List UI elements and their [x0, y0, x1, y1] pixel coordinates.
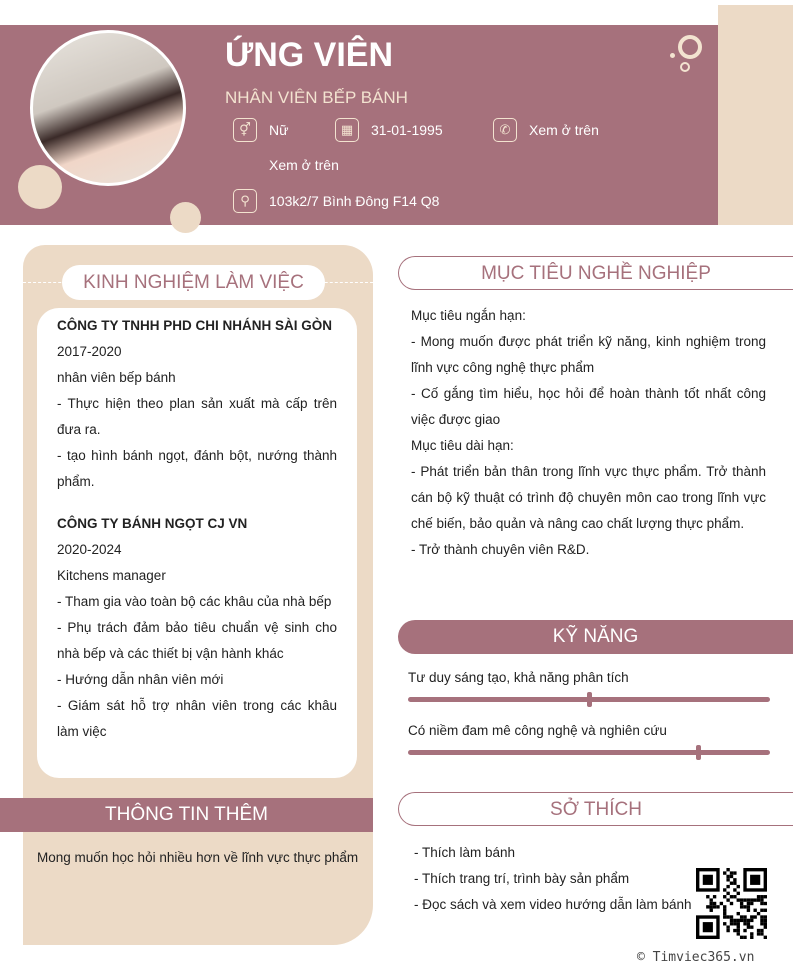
gender-icon: ⚥	[233, 118, 257, 142]
skill-bar	[408, 697, 770, 702]
job-position: nhân viên bếp bánh	[57, 370, 176, 385]
job-period: 2020-2024	[57, 542, 122, 557]
calendar-icon: ▦	[335, 118, 359, 142]
decor-ring-icon	[680, 62, 690, 72]
objective-text	[411, 303, 766, 563]
gender-info	[233, 118, 288, 142]
skill-item	[408, 723, 770, 755]
objective-heading: MỤC TIÊU NGHỀ NGHIỆP	[398, 256, 793, 290]
job-detail: - Giám sát hỗ trợ nhân viên trong các khâu làm việc	[57, 698, 337, 739]
experience-heading: KINH NGHIỆM LÀM VIỆC	[62, 265, 325, 300]
skill-bar	[408, 750, 770, 755]
avatar	[30, 30, 186, 186]
skill-level-marker	[696, 745, 701, 760]
gender-value: Nữ	[269, 122, 289, 138]
hobbies-heading: SỞ THÍCH	[398, 792, 793, 826]
job-title: NHÂN VIÊN BẾP BÁNH	[225, 88, 408, 107]
skill-name: Có niềm đam mê công nghệ và nghiên cứu	[408, 723, 667, 738]
objective-line: Mục tiêu ngắn hạn:	[411, 308, 526, 323]
job-position: Kitchens manager	[57, 568, 166, 583]
qr-code-icon	[696, 868, 767, 939]
candidate-name: ỨNG VIÊN	[225, 36, 394, 74]
email-value: Xem ở trên	[269, 157, 339, 173]
hobby-item: - Thích trang trí, trình bày sản phẩm	[414, 871, 630, 886]
email-info	[269, 157, 339, 173]
phone-info	[493, 118, 599, 142]
objective-line: - Mong muốn được phát triển kỹ năng, kinh nghiệm trong lĩnh vực công nghệ thực phẩm	[411, 334, 766, 375]
objective-line: - Cố gắng tìm hiểu, học hỏi để hoàn thành tốt nhất công việc được giao	[411, 386, 766, 427]
job-detail: - tạo hình bánh ngọt, đánh bột, nướng thành phẩm.	[57, 448, 337, 489]
birthday-info	[335, 118, 443, 142]
job-detail: - Tham gia vào toàn bộ các khâu của nhà bếp	[57, 594, 332, 609]
objective-line: Mục tiêu dài hạn:	[411, 438, 514, 453]
skill-level-marker	[587, 692, 592, 707]
copyright: © Timviec365.vn	[637, 950, 755, 965]
job-detail: - Hướng dẫn nhân viên mới	[57, 672, 224, 687]
header-strip	[718, 5, 793, 225]
objective-line: - Phát triển bản thân trong lĩnh vực thực phẩm. Trở thành cán bộ kỹ thuật có trình độ chuyên môn cao trong lĩnh vực chế biến, bảo quản và nâng cao chất lượng thực phẩm.	[411, 464, 766, 531]
objective-line: - Trở thành chuyên viên R&D.	[411, 542, 590, 557]
decor-dot-icon	[670, 53, 675, 58]
extra-info-text: Mong muốn học hỏi nhiều hơn về lĩnh vực thực phẩm	[37, 850, 359, 865]
decor-ring-icon	[678, 35, 702, 59]
company-name: CÔNG TY BÁNH NGỌT CJ VN	[57, 516, 248, 531]
skills-heading: KỸ NĂNG	[398, 620, 793, 654]
extra-info-heading: THÔNG TIN THÊM	[0, 798, 373, 832]
hobby-item: - Đọc sách và xem video hướng dẫn làm bánh	[414, 897, 692, 912]
skill-name: Tư duy sáng tạo, khả năng phân tích	[408, 670, 629, 685]
job-detail: - Phụ trách đảm bảo tiêu chuẩn vệ sinh cho nhà bếp và các thiết bị vận hành khác	[57, 620, 337, 661]
company-name: CÔNG TY TNHH PHD CHI NHÁNH SÀI GÒN	[57, 318, 333, 333]
experience-card	[37, 308, 357, 778]
phone-icon: ✆	[493, 118, 517, 142]
decor-circle	[170, 202, 201, 233]
birthday-value: 31-01-1995	[371, 122, 443, 138]
job-period: 2017-2020	[57, 344, 122, 359]
phone-value: Xem ở trên	[529, 122, 599, 138]
address-value: 103k2/7 Bình Đông F14 Q8	[269, 193, 440, 209]
job-detail: - Thực hiện theo plan sản xuất mà cấp trên đưa ra.	[57, 396, 337, 437]
address-info	[233, 189, 439, 213]
hobbies-list	[414, 840, 692, 918]
location-icon: ⚲	[233, 189, 257, 213]
decor-circle	[18, 165, 62, 209]
hobby-item: - Thích làm bánh	[414, 845, 516, 860]
skill-item	[408, 670, 770, 702]
